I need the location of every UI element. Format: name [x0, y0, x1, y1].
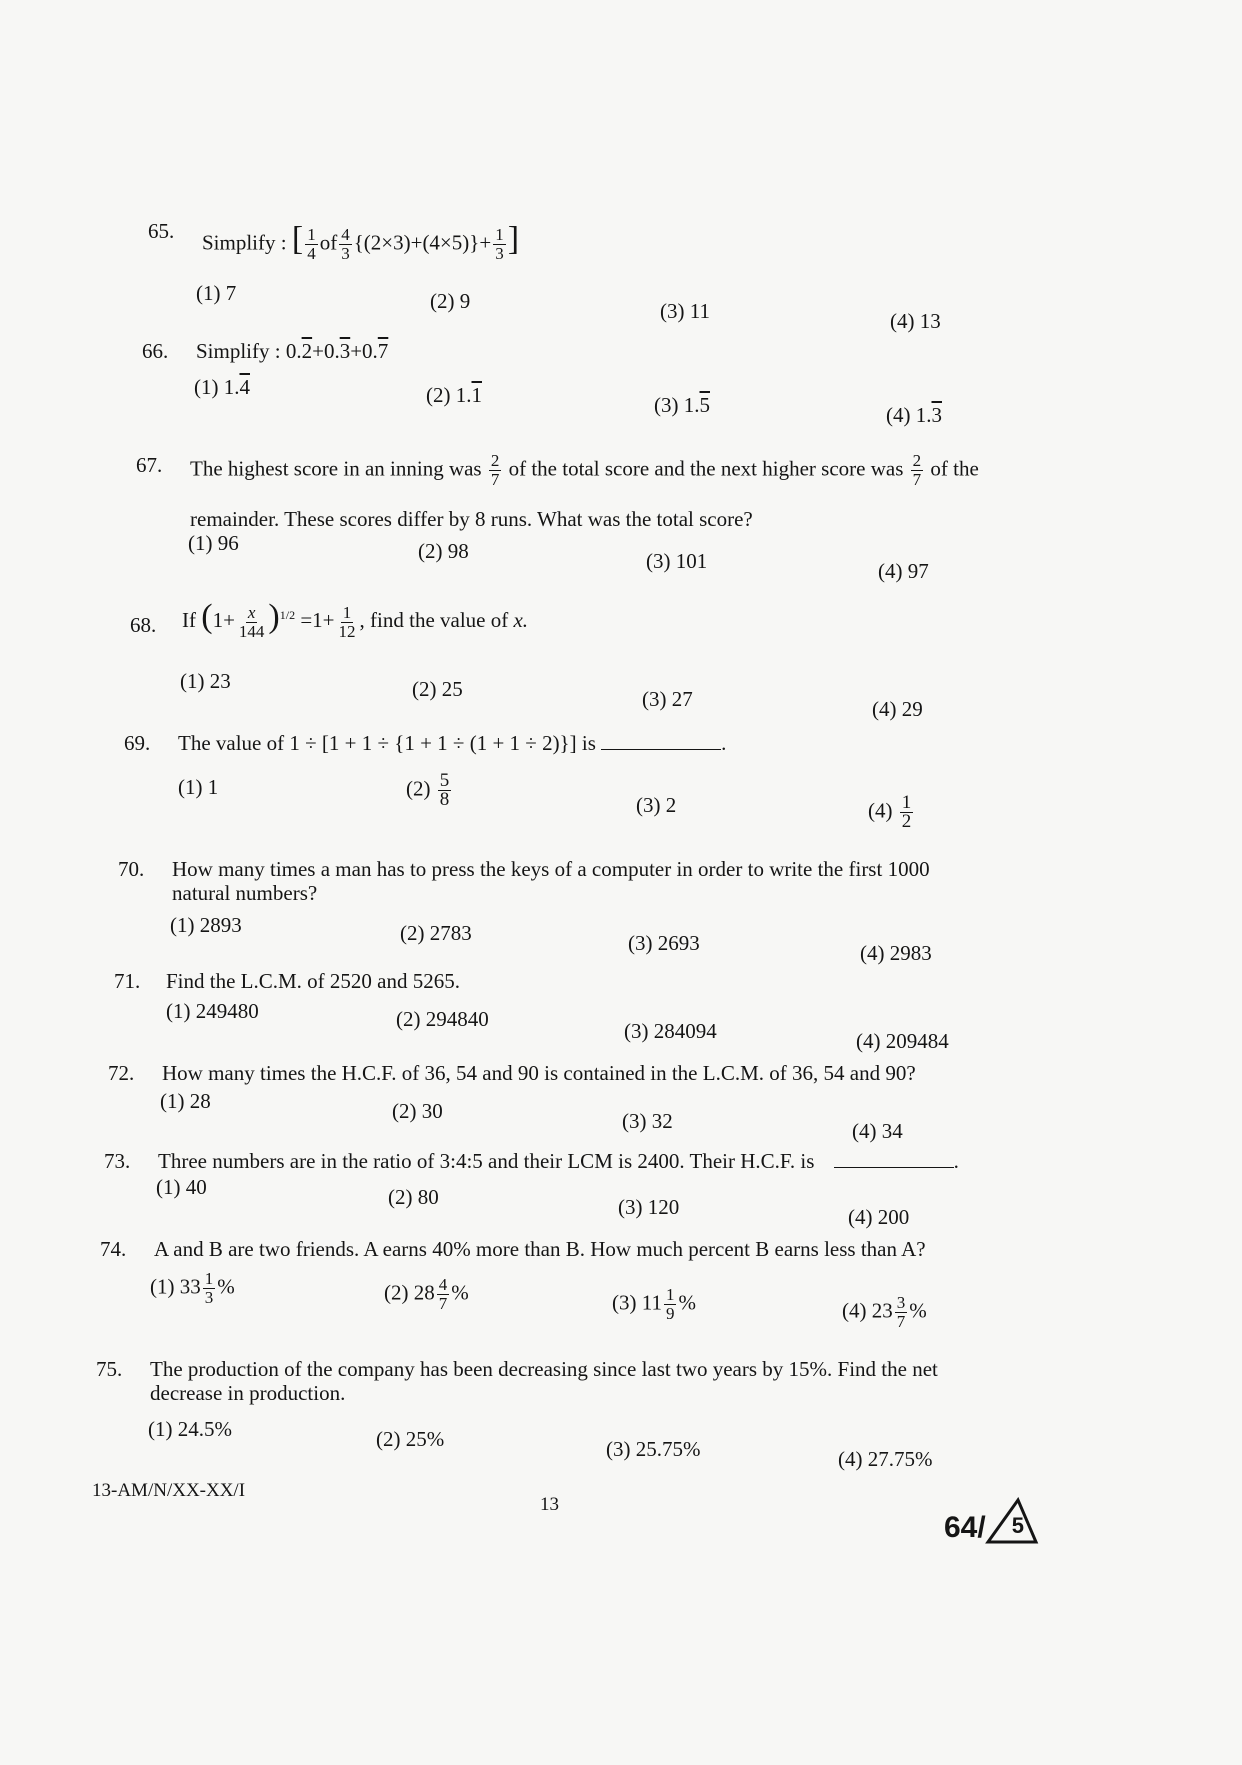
option-1: (1) 1.4 — [194, 375, 250, 399]
question-stem: The value of 1 ÷ [1 + 1 ÷ {1 + 1 ÷ (1 + 1 ÷ 2)}] is . — [178, 731, 727, 755]
question-stem: Simplify : 0.2+0.3+0.7 — [196, 339, 389, 363]
question-67 — [136, 452, 1116, 582]
question-number: 71. — [114, 969, 141, 993]
question-stem: A and B are two friends. A earns 40% more than B. How much percent B earns less than A? — [154, 1237, 926, 1261]
question-stem: Find the L.C.M. of 2520 and 5265. — [166, 969, 460, 993]
option-4: (4) 13 — [890, 309, 941, 333]
page-number: 13 — [540, 1494, 559, 1515]
answer-blank — [834, 1149, 954, 1168]
option-3: (3) 1.5 — [654, 393, 710, 417]
option-1: (1) 7 — [196, 281, 237, 305]
question-stem-line-1: The highest score in an inning was $\frac{2}{7}$ of the total score and the next higher score was $\frac{2}{7}$ of the — [190, 451, 979, 489]
question-65 — [148, 218, 1048, 333]
option-4: (4) 200 — [848, 1205, 910, 1229]
option-1: (1) 28 — [160, 1089, 211, 1113]
question-stem-line-2: decrease in production. — [150, 1381, 346, 1405]
booklet-mark: 64/ 5 — [944, 1497, 1042, 1545]
option-4: (4) 209484 — [856, 1029, 949, 1053]
option-2: (2) 30 — [392, 1099, 443, 1123]
question-number: 65. — [148, 219, 175, 243]
option-2: (2) 25% — [376, 1427, 445, 1451]
option-1: (1) 1 — [178, 775, 219, 799]
question-73 — [104, 1148, 1104, 1238]
option-1: (1) 24.5% — [148, 1417, 232, 1441]
option-3: (3) 11 — [660, 299, 710, 323]
option-4: (4) 29 — [872, 697, 923, 721]
option-1: (1) 23 — [180, 669, 231, 693]
option-2: (2) 80 — [388, 1185, 439, 1209]
option-4: (4) 34 — [852, 1119, 903, 1143]
question-number: 69. — [124, 731, 151, 755]
option-3: (3) 25.75% — [606, 1437, 701, 1461]
question-stem: How many times the H.C.F. of 36, 54 and 90 is contained in the L.C.M. of 36, 54 and 90? — [162, 1061, 916, 1085]
option-3: (3) 2693 — [628, 931, 700, 955]
question-number: 74. — [100, 1237, 127, 1261]
question-number: 67. — [136, 453, 163, 477]
option-3: (3) 284094 — [624, 1019, 717, 1043]
option-4: (4) $\frac{1}{2}$ — [868, 792, 912, 832]
question-75 — [96, 1356, 1156, 1471]
answer-blank — [601, 731, 721, 750]
question-70 — [118, 856, 1118, 966]
option-3: (3) 11 $\frac{1}{9}$ % — [612, 1285, 696, 1323]
option-1: (1) 96 — [188, 531, 239, 555]
question-69 — [124, 730, 1024, 840]
question-72 — [108, 1060, 1108, 1150]
option-4: (4) 2983 — [860, 941, 932, 965]
question-stem: Simplify : [ $\frac{1}{4}$ of $\frac{4}{3}$ {(2×3)+(4×5)}+ $\frac{1}{3}$ ] — [202, 220, 520, 263]
option-2: (2) 98 — [418, 539, 469, 563]
exam-code: 13-AM/N/XX-XX/I — [92, 1480, 246, 1501]
question-74 — [100, 1236, 1140, 1346]
question-number: 66. — [142, 339, 169, 363]
option-2: (2) 28 $\frac{4}{7}$ % — [384, 1275, 469, 1313]
question-stem-line-2: remainder. These scores differ by 8 runs. What was the total score? — [190, 507, 753, 531]
option-4: (4) 27.75% — [838, 1447, 933, 1471]
option-2: (2) 294840 — [396, 1007, 489, 1031]
question-stem-line-2: natural numbers? — [172, 881, 318, 905]
option-3: (3) 101 — [646, 549, 708, 573]
option-3: (3) 32 — [622, 1109, 673, 1133]
option-2: (2) 2783 — [400, 921, 472, 945]
question-stem-line-1: The production of the company has been decreasing since last two years by 15%. Find the net — [150, 1357, 938, 1381]
option-1: (1) 33 $\frac{1}{3}$ % — [150, 1269, 235, 1307]
question-stem: Three numbers are in the ratio of 3:4:5 and their LCM is 2400. Their H.C.F. is . — [158, 1149, 959, 1173]
option-1: (1) 2893 — [170, 913, 242, 937]
option-4: (4) 1.3 — [886, 403, 942, 427]
option-2: (2) 25 — [412, 677, 463, 701]
option-2: (2) $\frac{5}{8}$ — [406, 770, 450, 810]
question-stem-line-1: How many times a man has to press the keys of a computer in order to write the first 1000 — [172, 857, 930, 881]
question-66 — [142, 338, 1042, 428]
question-number: 68. — [130, 613, 157, 637]
option-4: (4) 23 $\frac{3}{7}$ % — [842, 1293, 927, 1331]
question-number: 73. — [104, 1149, 131, 1173]
question-number: 75. — [96, 1357, 123, 1381]
question-number: 72. — [108, 1061, 135, 1085]
option-3: (3) 27 — [642, 687, 693, 711]
question-71 — [114, 968, 1014, 1058]
question-number: 70. — [118, 857, 145, 881]
option-2: (2) 9 — [430, 289, 471, 313]
question-68 — [130, 598, 1030, 722]
triangle-mark: 5 — [986, 1497, 1042, 1545]
option-4: (4) 97 — [878, 559, 929, 583]
option-3: (3) 120 — [618, 1195, 680, 1219]
option-1: (1) 40 — [156, 1175, 207, 1199]
question-stem: If (1+ $\frac{x}{144}$ )$^{1/2}$ =1+ $\frac{1}{12}$ , find the value of x. — [182, 598, 529, 641]
option-3: (3) 2 — [636, 793, 677, 817]
option-2: (2) 1.1 — [426, 383, 482, 407]
option-1: (1) 249480 — [166, 999, 259, 1023]
